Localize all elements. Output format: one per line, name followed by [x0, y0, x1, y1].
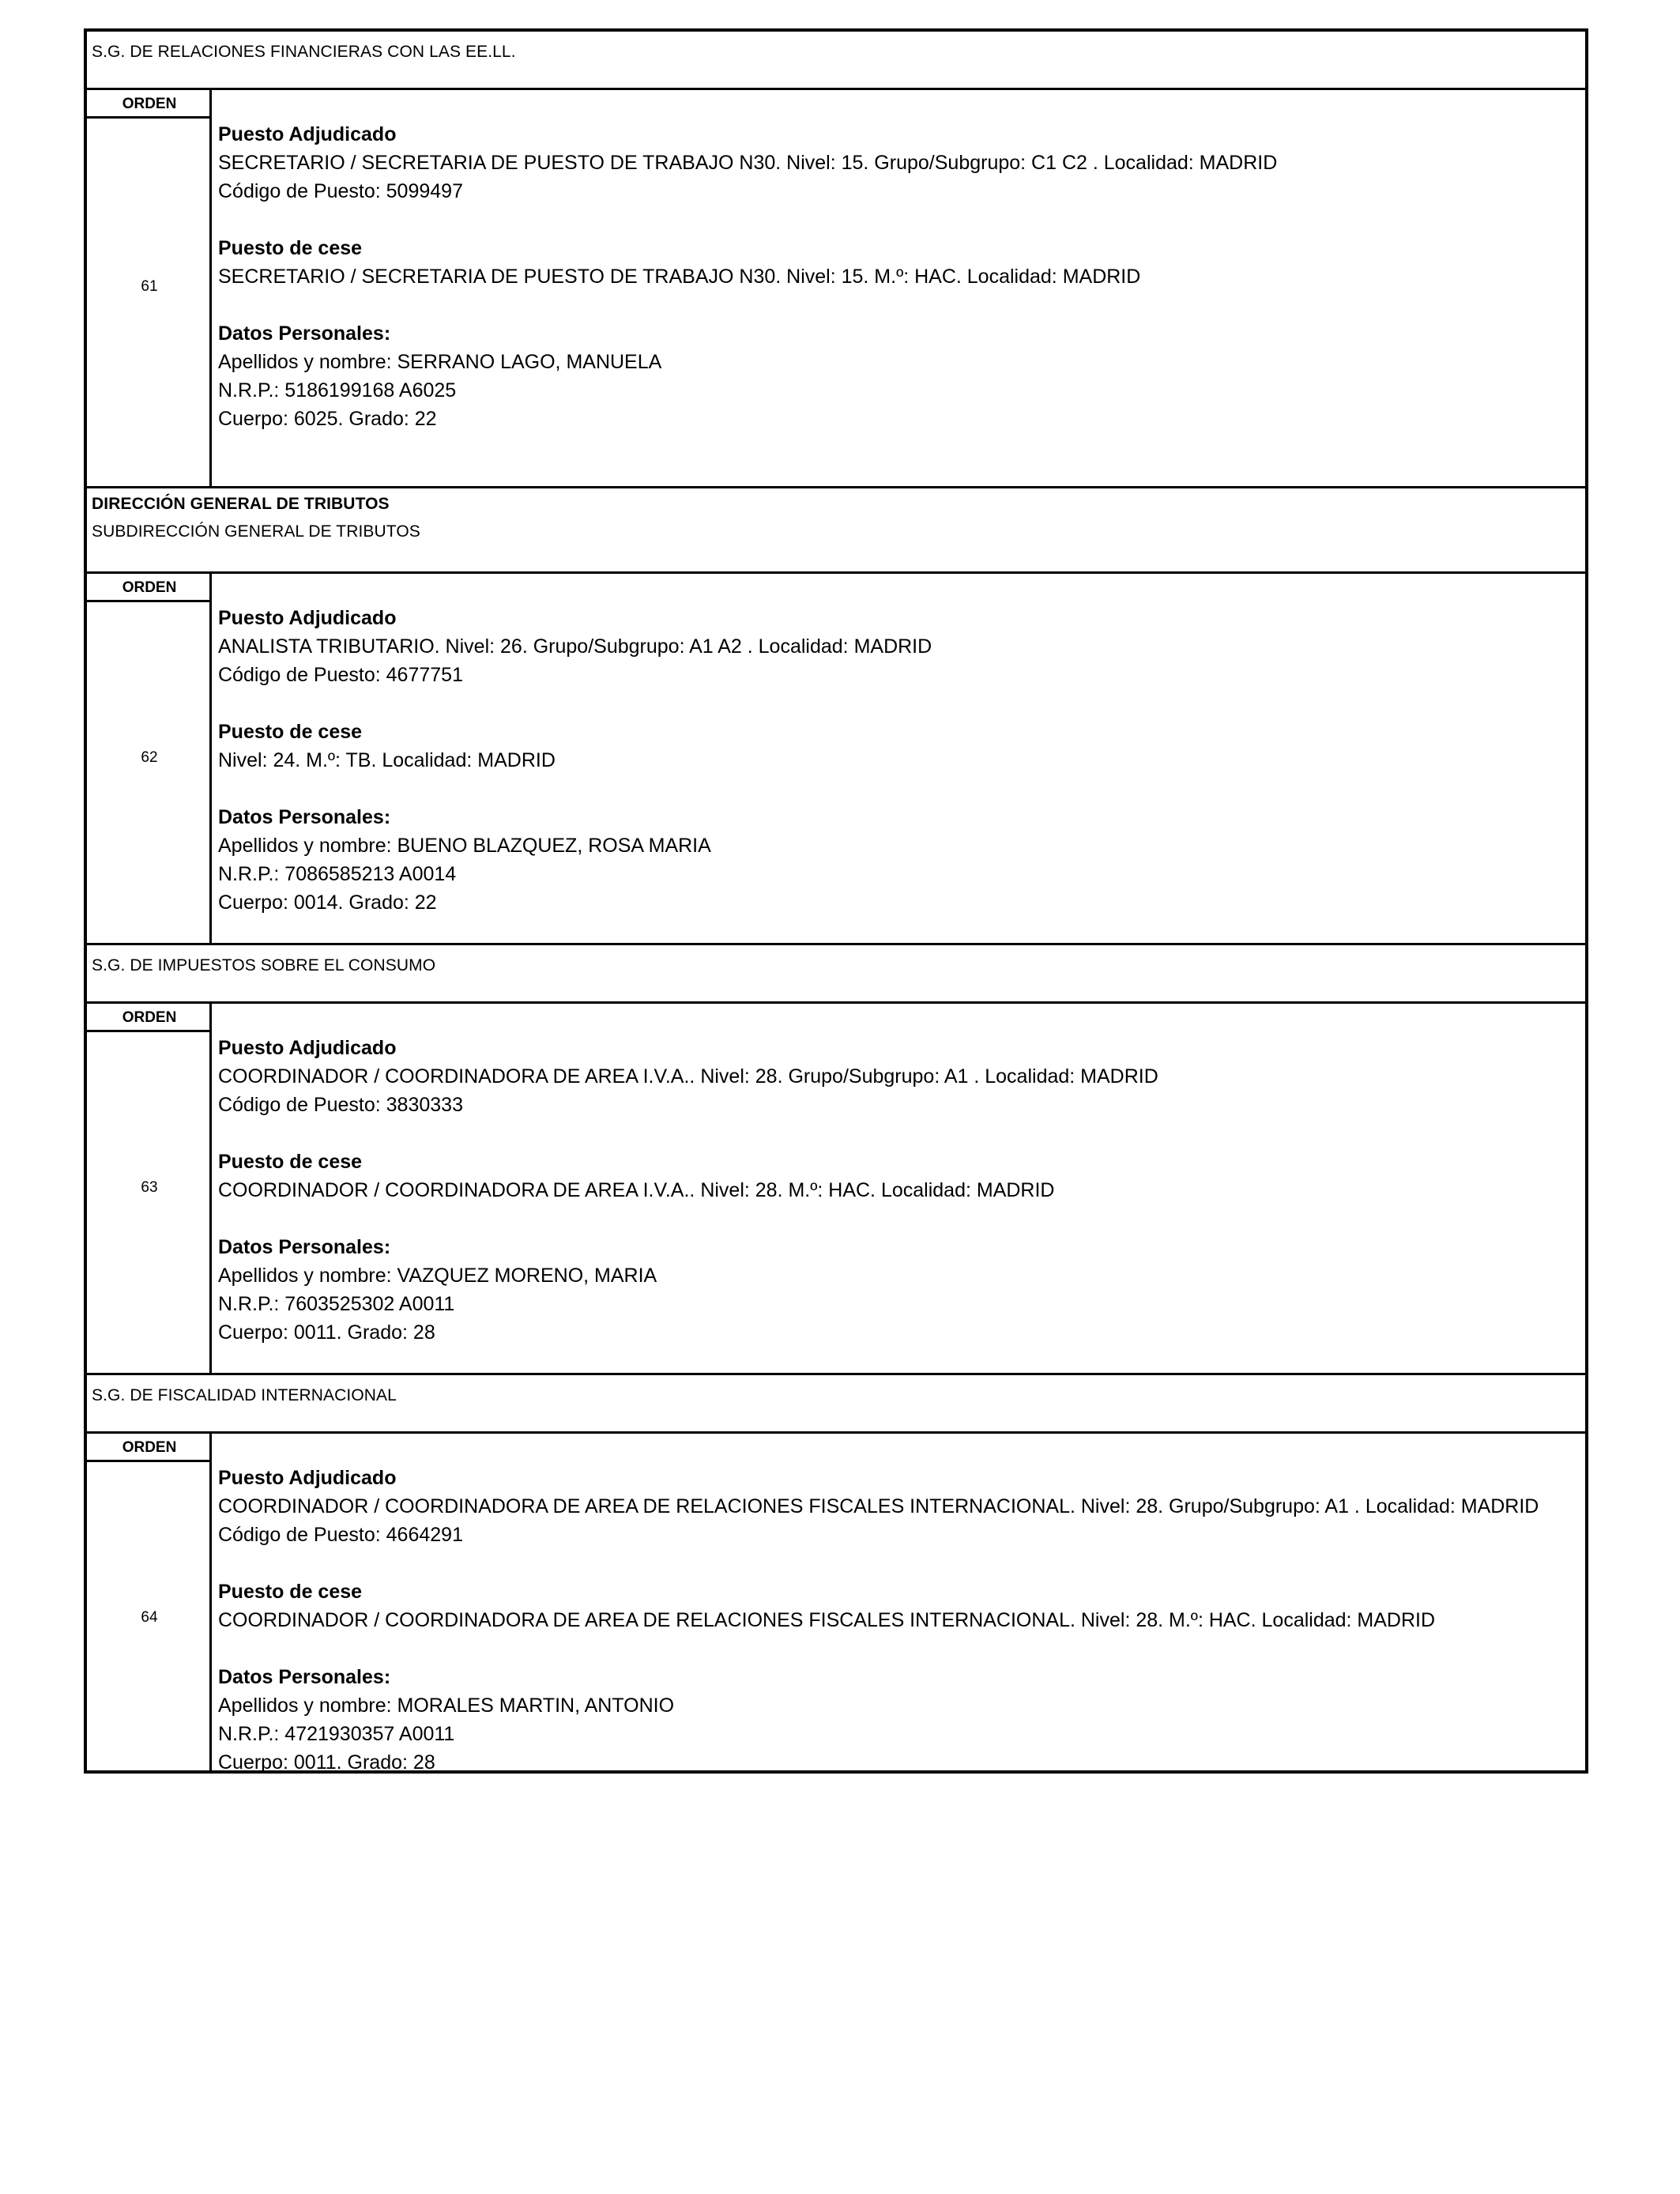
puesto-cese-line: COORDINADOR / COORDINADORA DE AREA I.V.A.. Nivel: 28. M.º: HAC. Localidad: MADRID	[218, 1179, 1055, 1201]
entry-content	[218, 90, 1577, 433]
datos-personales-heading: Datos Personales:	[218, 806, 391, 828]
orden-column	[87, 574, 212, 945]
puesto-cese-heading: Puesto de cese	[218, 721, 363, 743]
orden-column	[87, 1434, 212, 1774]
entry-content	[218, 574, 1577, 917]
section-header	[87, 488, 1585, 574]
orden-number: 61	[141, 278, 158, 295]
puesto-adjudicado-line: COORDINADOR / COORDINADORA DE AREA I.V.A.. Nivel: 28. Grupo/Subgrupo: A1 . Localidad: MADRID	[218, 1065, 1158, 1088]
datos-personales-heading: Datos Personales:	[218, 1666, 391, 1688]
puesto-cese-heading: Puesto de cese	[218, 1151, 363, 1173]
codigo-puesto: Código de Puesto: 4677751	[218, 664, 463, 686]
orden-number: 62	[141, 749, 158, 766]
puesto-adjudicado-heading: Puesto Adjudicado	[218, 607, 397, 629]
entry-content	[218, 1434, 1577, 1777]
apellidos-nombre: Apellidos y nombre: VAZQUEZ MORENO, MARIA	[218, 1265, 657, 1287]
orden-number: 63	[141, 1179, 158, 1196]
puesto-adjudicado-heading: Puesto Adjudicado	[218, 123, 397, 145]
section-block	[87, 488, 1585, 945]
nrp: N.R.P.: 5186199168 A6025	[218, 379, 457, 401]
cuerpo-grado: Cuerpo: 0014. Grado: 22	[218, 892, 437, 914]
apellidos-nombre: Apellidos y nombre: SERRANO LAGO, MANUELA	[218, 351, 662, 373]
section-header-bold: DIRECCIÓN GENERAL DE TRIBUTOS	[92, 495, 390, 513]
section-block	[87, 32, 1585, 488]
orden-label: ORDEN	[87, 1434, 212, 1462]
nrp: N.R.P.: 4721930357 A0011	[218, 1723, 455, 1745]
datos-personales-heading: Datos Personales:	[218, 1236, 391, 1258]
codigo-puesto: Código de Puesto: 3830333	[218, 1094, 463, 1116]
section-header-line: S.G. DE IMPUESTOS SOBRE EL CONSUMO	[92, 956, 436, 974]
puesto-cese-line: SECRETARIO / SECRETARIA DE PUESTO DE TRABAJO N30. Nivel: 15. M.º: HAC. Localidad: MADRID	[218, 266, 1141, 288]
orden-column	[87, 90, 212, 488]
section-block	[87, 1375, 1585, 1774]
puesto-cese-line: COORDINADOR / COORDINADORA DE AREA DE RELACIONES FISCALES INTERNACIONAL. Nivel: 28. M.º: HAC. Localidad: MADRID	[218, 1609, 1436, 1631]
puesto-cese-heading: Puesto de cese	[218, 237, 363, 259]
datos-personales-heading: Datos Personales:	[218, 322, 391, 345]
puesto-cese-heading: Puesto de cese	[218, 1581, 363, 1603]
section-header	[87, 32, 1585, 90]
puesto-adjudicado-heading: Puesto Adjudicado	[218, 1037, 397, 1059]
section-header-line: S.G. DE RELACIONES FINANCIERAS CON LAS EE.LL.	[92, 43, 516, 61]
cuerpo-grado: Cuerpo: 6025. Grado: 22	[218, 408, 437, 430]
apellidos-nombre: Apellidos y nombre: MORALES MARTIN, ANTONIO	[218, 1695, 675, 1717]
codigo-puesto: Código de Puesto: 4664291	[218, 1524, 463, 1546]
orden-label: ORDEN	[87, 1004, 212, 1032]
puesto-adjudicado-heading: Puesto Adjudicado	[218, 1467, 397, 1489]
orden-label: ORDEN	[87, 574, 212, 602]
codigo-puesto: Código de Puesto: 5099497	[218, 180, 463, 202]
cuerpo-grado: Cuerpo: 0011. Grado: 28	[218, 1751, 435, 1774]
section-header-line: SUBDIRECCIÓN GENERAL DE TRIBUTOS	[92, 522, 420, 541]
puesto-adjudicado-line: COORDINADOR / COORDINADORA DE AREA DE RELACIONES FISCALES INTERNACIONAL. Nivel: 28. Grupo/Subgrupo: A1 . Localidad: MADRID	[218, 1495, 1539, 1517]
document-table	[84, 28, 1588, 1774]
orden-label: ORDEN	[87, 90, 212, 119]
nrp: N.R.P.: 7086585213 A0014	[218, 863, 457, 885]
section-header-line: S.G. DE FISCALIDAD INTERNACIONAL	[92, 1386, 397, 1404]
orden-column	[87, 1004, 212, 1375]
section-header	[87, 945, 1585, 1004]
section-header	[87, 1375, 1585, 1434]
cuerpo-grado: Cuerpo: 0011. Grado: 28	[218, 1321, 435, 1344]
section-block	[87, 945, 1585, 1375]
puesto-adjudicado-line: ANALISTA TRIBUTARIO. Nivel: 26. Grupo/Subgrupo: A1 A2 . Localidad: MADRID	[218, 635, 932, 658]
puesto-cese-line: Nivel: 24. M.º: TB. Localidad: MADRID	[218, 749, 556, 771]
orden-number: 64	[141, 1609, 158, 1626]
nrp: N.R.P.: 7603525302 A0011	[218, 1293, 455, 1315]
puesto-adjudicado-line: SECRETARIO / SECRETARIA DE PUESTO DE TRABAJO N30. Nivel: 15. Grupo/Subgrupo: C1 C2 . Localidad: MADRID	[218, 152, 1278, 174]
apellidos-nombre: Apellidos y nombre: BUENO BLAZQUEZ, ROSA MARIA	[218, 835, 711, 857]
entry-content	[218, 1004, 1577, 1347]
